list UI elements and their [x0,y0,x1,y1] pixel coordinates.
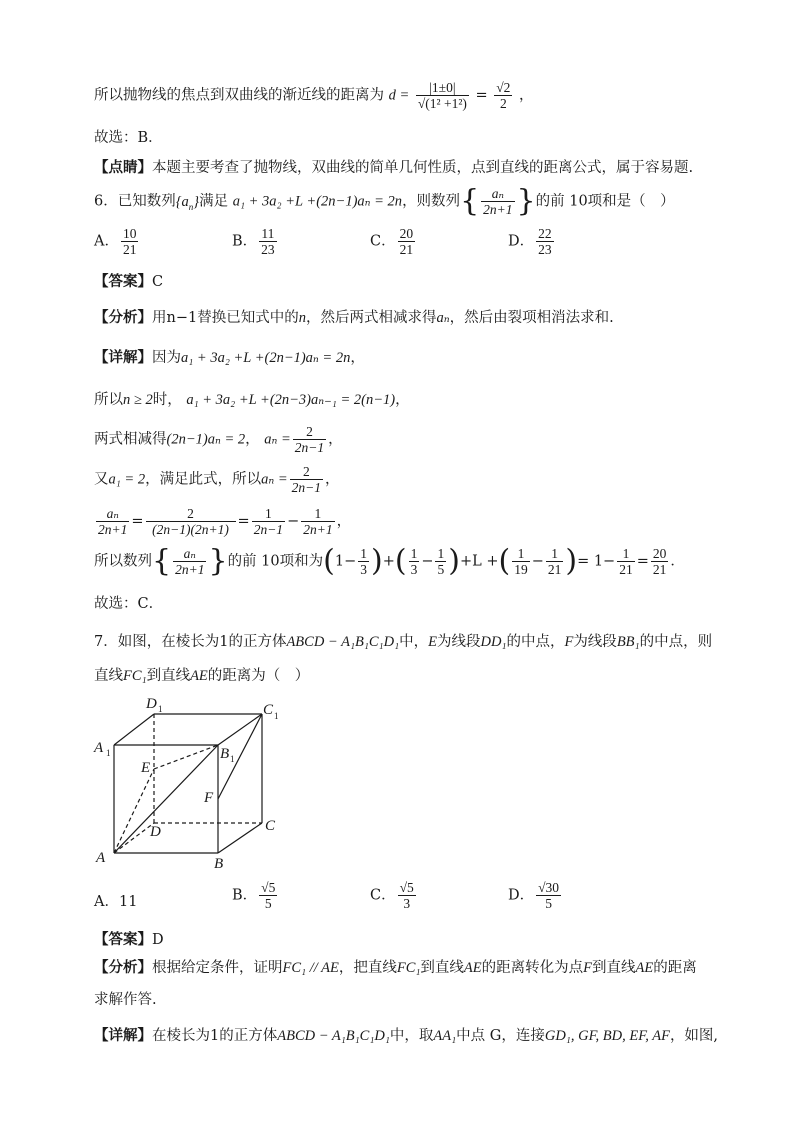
detail-line: 【详解】因为a₁ + 3a₂ +L +(2n−1)aₙ = 2n， [94,349,365,366]
numerator: 10 [122,226,137,241]
numerator: 20 [399,226,414,241]
detail-line: 所以数列{ $\frac{\text{aₙ}}{2n+1}$ }的前 10项和为(1− $\frac{1}{3}$ )+( $\frac{1}{3}$ − $\frac{1}{5}$ )+L +( $\frac{1}{19}$ − $\frac{1}{21}$ )= 1− $\frac{1}{21}$ = $\frac{20}{21}$ ． [94,543,685,579]
math-inline: n ≥ 2 [123,392,153,408]
label-D: D [150,824,161,840]
formula: (2n−1)aₙ = 2 [166,431,246,448]
fraction: $\frac{2}{(2n-1)(2n+1)}$ [146,506,236,537]
brace-left: { [152,543,172,579]
denominator: 23 [538,242,552,257]
math-d: d = [388,87,410,104]
denominator: 21 [399,242,414,257]
formula: a₁ + 3a₂ +L +(2n−1)aₙ = 2n [232,193,403,210]
brace-left: { [460,183,480,219]
numerator: 11 [259,226,277,242]
label-B: B [214,856,224,872]
detail-line: 所以n ≥ 2时， a₁ + 3a₂ +L +(2n−3)aₙ₋₁ = 2(n−1)， [94,392,410,408]
question-7: 7．如图，在棱长为1的正方体ABCD − A₁B₁C₁D₁中，E为线段DD₁的中点，F为线段BB₁的中点，则 [94,634,713,650]
label-A: A [96,850,106,866]
detail-line: 又a₁ = 2，满足此式，所以aₙ = $\frac{2}{2n-1}$ ， [94,464,340,495]
svg-text:1: 1 [158,704,163,714]
math-inline: n−1 [166,310,198,326]
answer-value: D [152,932,164,948]
text-line: 故选：C． [94,596,164,612]
denominator: 2 [499,96,507,111]
math-inline: aₙ = [261,471,288,488]
option-d: D． $\frac{22}{23}$ [508,226,552,257]
numerator: √2 [496,80,511,95]
fraction: $\frac{\text{aₙ}}{2n+1}$ [98,506,128,537]
formula: a₁ = 2 [108,471,146,488]
label-A1: A [94,740,104,756]
label-C1: C [263,702,274,718]
answer-line [94,270,163,291]
label-B1: B [220,746,230,762]
detail-line: $\frac{\text{aₙ}}{2n+1}$ = $\frac{2}{(2n-1)(2n+1)}$ = $\frac{1}{2n-1}$ − $\frac{1}{2n+1}$ ， [98,506,352,537]
math-inline: aₙ = [264,431,291,448]
label-F: F [204,790,214,806]
option-b: B． $\frac{11}{23}$ [232,226,275,257]
svg-text:1: 1 [106,748,111,758]
fraction: $\frac{2}{2n-1}$ [294,424,325,455]
numerator: aₙ [481,186,514,202]
svg-text:1: 1 [230,754,235,764]
formula: a₁ + 3a₂ +L +(2n−3)aₙ₋₁ = 2(n−1) [186,392,396,408]
option-a: A． $\frac{10}{21}$ [94,226,137,257]
analysis-line: 【分析】用n−1替换已知式中的n，然后两式相减求得aₙ，然后由裂项相消法求和. [94,309,614,326]
question-7-cont: 直线FC₁到直线AE的距离为（ ） [94,668,310,684]
fraction [416,80,469,111]
answer-line: 【答案】D [94,931,164,948]
brace-right: } [208,543,228,579]
text-segment: 的前 10项和是（ ） [535,193,675,210]
option-d: D． $\frac{√30}{5}$ [508,880,560,911]
label-E: E [141,760,151,776]
text-segment: 所以抛物线的焦点到双曲线的渐近线的距离为 [94,87,384,104]
fraction [494,80,512,111]
text-segment: 满足 [199,193,229,210]
text-line [94,156,693,177]
math-inline: n [298,310,306,326]
label-D1: D [146,696,157,712]
text-line: 故选：B． [94,130,163,146]
numerator: |1±0| [416,80,469,96]
text-segment: 6．已知数列 [94,193,176,210]
analysis-line: 【分析】根据给定条件，证明FC₁ // AE，把直线FC₁到直线AE的距离转化为点F到直线AE的距离 [94,959,697,976]
fraction [481,186,514,217]
question-6 [94,183,675,219]
detail-line: 【详解】在棱长为1的正方体ABCD − A₁B₁C₁D₁中，取AA₁中点 G，连接GD₁, GF, BD, EF, AF，如图, [94,1027,719,1044]
label-C: C [265,818,276,834]
comment-tag: 【点睛】 [94,159,152,176]
option-b: B． $\frac{√5}{5}$ [232,880,276,911]
equals-sign: = [475,87,488,104]
formula: a₁ + 3a₂ +L +(2n−1)aₙ = 2n [181,350,351,366]
denominator: 23 [261,242,275,257]
answer-value: C [152,274,164,290]
fraction: $\frac{1}{2n-1}$ [253,506,284,537]
detail-tag: 【详解】 [94,349,152,366]
detail-line: 两式相减得(2n−1)aₙ = 2， aₙ = $\frac{2}{2n-1}$ ， [94,424,343,455]
numerator: 22 [538,226,552,241]
denominator: √(1² +1²) [417,96,467,111]
option-c: C． $\frac{√5}{3}$ [370,880,414,911]
text-line: 求解作答. [94,992,157,1008]
denominator: 21 [122,242,137,257]
option-c: C． $\frac{20}{21}$ [370,226,414,257]
brace-right: } [516,183,536,219]
option-a: A．11 [94,894,138,910]
fraction: $\frac{\text{aₙ}}{2n+1}$ [175,546,205,577]
text-segment: ，则数列 [402,193,461,210]
answer-tag: 【答案】 [94,273,152,290]
svg-text:1: 1 [274,711,279,721]
text-segment: 本题主要考查了抛物线，双曲线的简单几何性质，点到直线的距离公式，属于容易题. [152,160,694,176]
text-line [94,80,534,111]
denominator: 2n+1 [483,202,513,217]
analysis-tag: 【分析】 [94,309,152,326]
sequence-notation: $\{a_n\}$ [175,193,200,212]
punctuation: ， [519,87,534,104]
fraction: $\frac{1}{2n+1}$ [303,506,333,537]
math-inline: ABCD − A₁B₁C₁D₁ [286,634,400,650]
math-inline: aₙ [436,310,450,326]
fraction: $\frac{2}{2n-1}$ [291,464,321,495]
cube-figure [88,690,298,875]
